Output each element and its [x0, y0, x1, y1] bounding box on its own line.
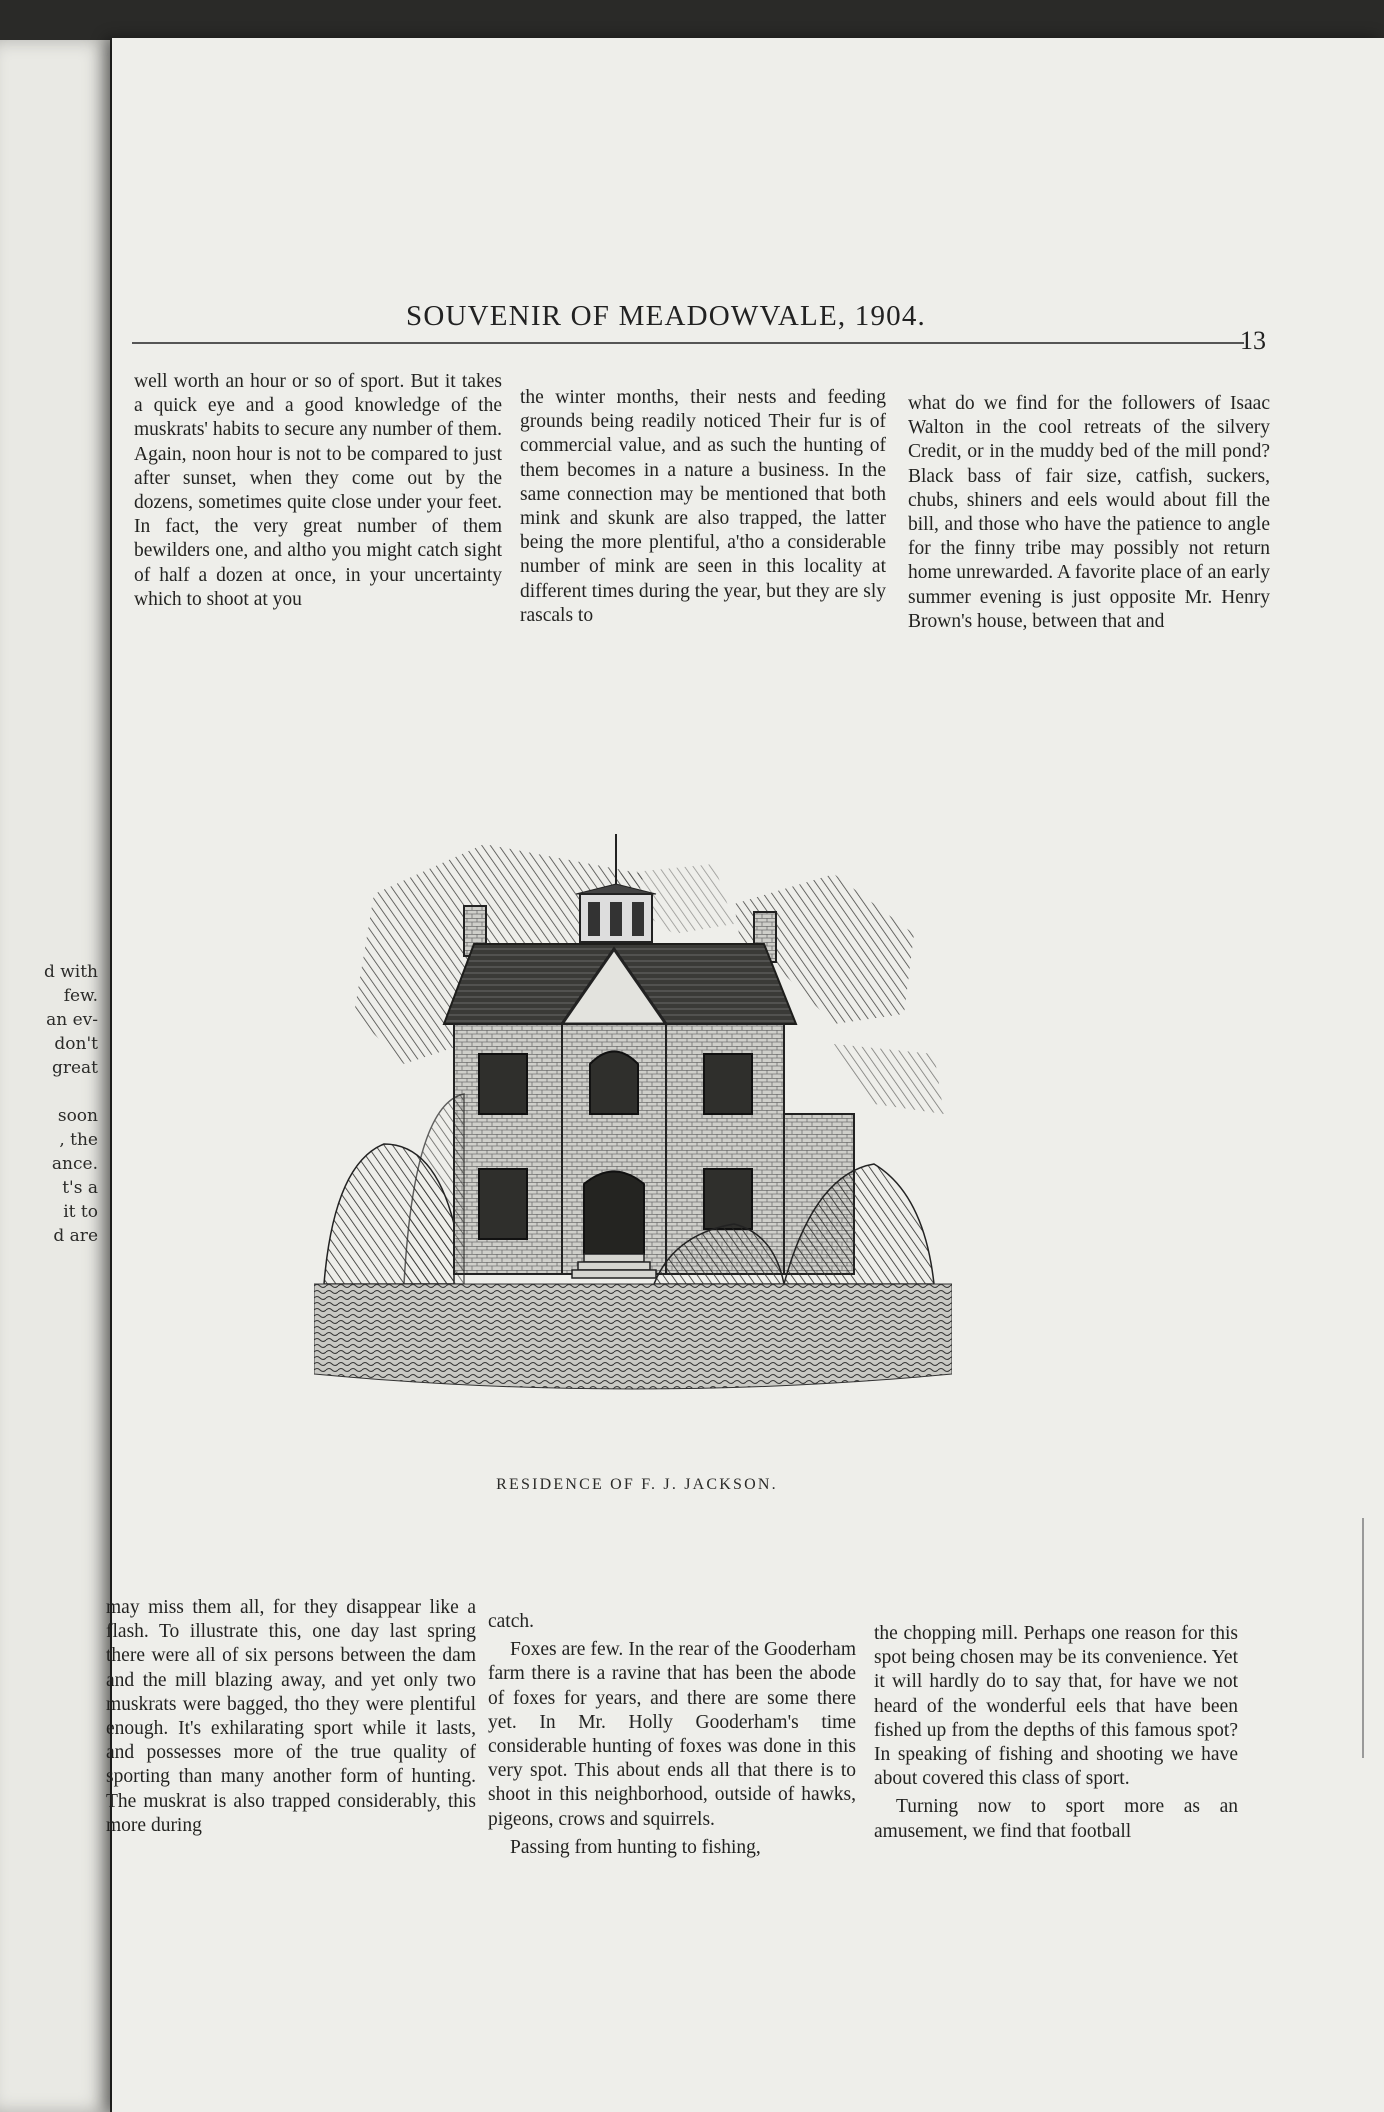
left-fragment: ance. — [51, 1154, 98, 1174]
paragraph: the winter months, their nests and feeding grounds being readily noticed Their fur is of commercial value, and as such the hunting of them becomes in a nature a business. In the same connection may be mentioned that both mink and skunk are also trapped, the latter being the more plentiful, a'tho a considerable number of mink are seen in this locality at different times during the year, but they are sly rascals to — [520, 387, 886, 626]
figure-caption: RESIDENCE OF F. J. JACKSON. — [496, 1476, 778, 1493]
residence-illustration — [314, 814, 952, 1444]
left-fragment: an ev- — [46, 1010, 98, 1030]
paragraph: the chopping mill. Perhaps one reason for this spot being chosen may be its convenience. Yet it will hardly do to say that, for have we not heard of the wonderful eels that have been fished up from the depths of this famous spot? In speaking of fishing and shooting we have about covered this class of sport. — [874, 1623, 1238, 1790]
left-fragment: d with — [43, 962, 98, 982]
left-fragment: soon — [57, 1106, 98, 1126]
left-facing-page — [0, 40, 110, 2112]
top-column-2 — [520, 386, 886, 628]
paragraph: well worth an hour or so of sport. But it takes a quick eye and a good knowledge of the muskrats' habits to secure any number of them. Again, noon hour is not to be compared to just after sunset, when they come out by the dozens, sometimes quite close under your feet. In fact, the very great number of them bewilders one, and altho you might catch sight of half a dozen at once, in your uncertainty which to shoot at you — [134, 371, 502, 610]
left-fragment: d are — [53, 1226, 98, 1246]
paragraph: Foxes are few. In the rear of the Gooderham farm there is a ravine that has been the abode of foxes for years, and there are some there yet. In Mr. Holly Gooderham's time considerable hunting of foxes was done in this very spot. This about ends all that there is to shoot in this neighborhood, outside of hawks, pigeons, crows and squirrels. — [488, 1639, 856, 1830]
paragraph: Passing from hunting to fishing, — [510, 1836, 761, 1858]
page-header — [112, 260, 1384, 355]
top-column-1 — [134, 370, 502, 612]
lawn — [314, 1284, 952, 1389]
left-fragment: great — [51, 1058, 98, 1078]
page-edge-mark — [1362, 1518, 1364, 1758]
bottom-column-3 — [874, 1622, 1238, 1844]
paragraph: catch. — [488, 1611, 535, 1632]
paragraph: Turning now to sport more as an amusement, we find that football — [874, 1796, 1238, 1842]
front-steps — [572, 1254, 656, 1278]
left-fragment: it to — [63, 1202, 98, 1222]
bottom-column-1 — [106, 1596, 476, 1838]
left-fragment — [0, 1080, 98, 1104]
bottom-column-2 — [488, 1610, 856, 1860]
left-fragment: few. — [63, 986, 98, 1006]
left-fragment: don't — [54, 1034, 98, 1054]
running-title: SOUVENIR OF MEADOWVALE, 1904. — [406, 300, 927, 332]
page-number: 13 — [1240, 326, 1266, 355]
header-rule — [132, 342, 1244, 344]
top-column-3 — [908, 392, 1270, 634]
paragraph: may miss them all, for they disappear like a flash. To illustrate this, one day last spring there were all of six persons between the dam and the mill blazing away, and yet only two muskrats were bagged, tho they were plentiful enough. It's exhilarating sport while it lasts, and possesses more of the true quality of sporting than many another form of hunting. The muskrat is also trapped considerably, this more during — [106, 1597, 476, 1836]
paragraph: what do we find for the followers of Isaac Walton in the cool retreats of the silvery Credit, or in the muddy bed of the mill pond? Black bass of fair size, catfish, suckers, chubs, shiners and eels would about fill the bill, and those who have the patience to angle for the finny tribe may possibly not return home unrewarded. A favorite place of an early summer evening is just opposite Mr. Henry Brown's house, between that and — [908, 393, 1270, 632]
left-fragment: t's a — [62, 1178, 98, 1198]
book-page — [106, 38, 1384, 2112]
left-page-text-fragments — [0, 960, 98, 1248]
left-fragment: , the — [59, 1130, 98, 1150]
